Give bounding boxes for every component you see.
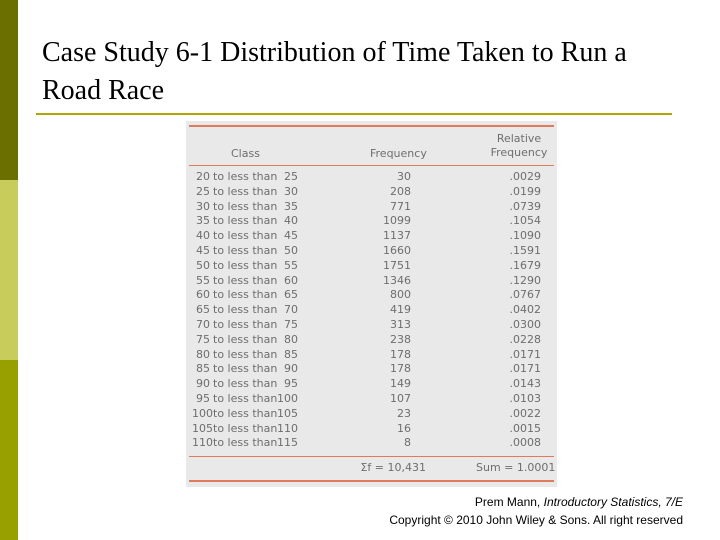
class-connector: to less than [213, 199, 278, 213]
class-connector: to less than [213, 317, 278, 331]
class-upper-bound: 105 [277, 406, 298, 420]
class-upper-bound: 65 [284, 288, 298, 302]
class-lower-bound: 60 [196, 288, 210, 302]
class-upper-bound: 70 [284, 303, 298, 317]
frequency-table [186, 121, 557, 487]
class-connector: to less than [213, 332, 278, 346]
class-upper-bound: 50 [284, 243, 298, 257]
header-class: Class [231, 147, 260, 160]
class-lower-bound: 30 [196, 199, 210, 213]
relative-frequency-cell: .0103 [509, 391, 541, 405]
class-upper-bound: 85 [284, 347, 298, 361]
frequency-cell: 1099 [383, 214, 411, 228]
citation-author: Prem Mann, [474, 495, 544, 509]
frequency-cell: 1751 [383, 258, 411, 272]
class-connector: to less than [213, 391, 278, 405]
class-connector: to less than [213, 288, 278, 302]
class-connector: to less than [213, 258, 278, 272]
table-row [186, 422, 557, 437]
class-lower-bound: 70 [196, 317, 210, 331]
class-upper-bound: 115 [277, 436, 298, 450]
class-connector: to less than [213, 406, 278, 420]
class-lower-bound: 50 [196, 258, 210, 272]
relative-frequency-cell: .0767 [509, 288, 541, 302]
class-lower-bound: 20 [196, 170, 210, 183]
table-bottom-rule [189, 480, 554, 482]
table-row [186, 303, 557, 318]
class-lower-bound: 85 [196, 362, 210, 376]
class-connector: to less than [213, 229, 278, 243]
table-header-rule [189, 165, 554, 166]
class-connector: to less than [213, 347, 278, 361]
relative-frequency-cell: .0171 [509, 362, 541, 376]
title-divider [36, 113, 672, 115]
table-row [186, 362, 557, 377]
relative-frequency-cell: .0022 [509, 406, 541, 420]
relative-frequency-cell: .0143 [509, 377, 541, 391]
table-row [186, 348, 557, 363]
header-relative-line2: Frequency [490, 146, 548, 159]
header-frequency: Frequency [370, 147, 427, 160]
table-row [186, 185, 557, 200]
class-lower-bound: 105 [192, 421, 213, 435]
relative-frequency-cell: .1090 [509, 229, 541, 243]
header-relative-line1: Relative [496, 132, 542, 145]
class-lower-bound: 110 [192, 436, 213, 450]
class-upper-bound: 100 [277, 391, 298, 405]
frequency-cell: 178 [390, 362, 411, 376]
relative-frequency-cell: .0171 [509, 347, 541, 361]
class-connector: to less than [213, 214, 278, 228]
class-lower-bound: 25 [196, 184, 210, 198]
frequency-cell: 1346 [383, 273, 411, 287]
class-lower-bound: 40 [196, 229, 210, 243]
class-connector: to less than [213, 362, 278, 376]
table-row [186, 244, 557, 259]
relative-frequency-cell: .1054 [509, 214, 541, 228]
table-row [186, 333, 557, 348]
relative-frequency-cell: .1290 [509, 273, 541, 287]
class-lower-bound: 45 [196, 243, 210, 257]
frequency-cell: 16 [397, 421, 411, 435]
citation-line1 [300, 493, 683, 511]
class-upper-bound: 75 [284, 317, 298, 331]
class-connector: to less than [213, 377, 278, 391]
class-connector: to less than [213, 243, 278, 257]
class-connector: to less than [213, 421, 278, 435]
class-upper-bound: 90 [284, 362, 298, 376]
frequency-cell: 1137 [383, 229, 411, 243]
table-row [186, 200, 557, 215]
table-row [186, 170, 557, 185]
side-bar-segment-bottom [0, 360, 18, 540]
relative-frequency-cell: .0199 [509, 184, 541, 198]
frequency-cell: 419 [390, 303, 411, 317]
sum-frequency: Σf = 10,431 [360, 461, 426, 474]
frequency-cell: 1660 [383, 243, 411, 257]
citation-book: Introductory Statistics, 7/E [543, 495, 683, 509]
relative-frequency-cell: .0015 [509, 421, 541, 435]
frequency-cell: 313 [390, 317, 411, 331]
frequency-cell: 800 [390, 288, 411, 302]
class-lower-bound: 65 [196, 303, 210, 317]
frequency-cell: 107 [390, 391, 411, 405]
frequency-cell: 23 [397, 406, 411, 420]
class-lower-bound: 90 [196, 377, 210, 391]
table-row [186, 318, 557, 333]
relative-frequency-cell: .0228 [509, 332, 541, 346]
class-connector: to less than [213, 170, 278, 183]
table-body [186, 170, 557, 451]
class-connector: to less than [213, 184, 278, 198]
citation-copyright: Copyright © 2010 John Wiley & Sons. All right reserved [389, 513, 683, 527]
table-row [186, 288, 557, 303]
side-accent-bar [0, 0, 18, 540]
class-upper-bound: 25 [284, 170, 298, 183]
class-upper-bound: 95 [284, 377, 298, 391]
table-row [186, 259, 557, 274]
relative-frequency-cell: .0300 [509, 317, 541, 331]
class-lower-bound: 100 [192, 406, 213, 420]
class-upper-bound: 45 [284, 229, 298, 243]
frequency-cell: 30 [397, 170, 411, 183]
frequency-cell: 208 [390, 184, 411, 198]
table-row [186, 436, 557, 451]
slide-title: Case Study 6-1 Distribution of Time Taken to Run a Road Race [42, 37, 627, 106]
table-sum-rule [189, 456, 554, 457]
relative-frequency-cell: .0402 [509, 303, 541, 317]
frequency-cell: 149 [390, 377, 411, 391]
frequency-cell: 238 [390, 332, 411, 346]
side-bar-segment-middle [0, 180, 18, 360]
table-row [186, 407, 557, 422]
class-lower-bound: 75 [196, 332, 210, 346]
class-lower-bound: 35 [196, 214, 210, 228]
class-connector: to less than [213, 436, 278, 450]
citation [300, 493, 683, 529]
class-upper-bound: 60 [284, 273, 298, 287]
header-relative-frequency [484, 132, 554, 160]
relative-frequency-cell: .0008 [509, 436, 541, 450]
table-top-rule [189, 125, 554, 127]
class-connector: to less than [213, 303, 278, 317]
table-row [186, 392, 557, 407]
sum-relative-frequency: Sum = 1.0001 [476, 461, 556, 474]
class-connector: to less than [213, 273, 278, 287]
relative-frequency-cell: .1679 [509, 258, 541, 272]
relative-frequency-cell: .0029 [509, 170, 541, 183]
class-upper-bound: 30 [284, 184, 298, 198]
side-bar-segment-top [0, 0, 18, 180]
relative-frequency-cell: .1591 [509, 243, 541, 257]
frequency-cell: 8 [404, 436, 411, 450]
table-row [186, 214, 557, 229]
class-upper-bound: 40 [284, 214, 298, 228]
class-upper-bound: 55 [284, 258, 298, 272]
frequency-cell: 771 [390, 199, 411, 213]
class-lower-bound: 95 [196, 391, 210, 405]
class-lower-bound: 80 [196, 347, 210, 361]
class-upper-bound: 110 [277, 421, 298, 435]
table-row [186, 274, 557, 289]
class-upper-bound: 80 [284, 332, 298, 346]
class-upper-bound: 35 [284, 199, 298, 213]
table-row [186, 377, 557, 392]
table-row [186, 229, 557, 244]
class-lower-bound: 55 [196, 273, 210, 287]
relative-frequency-cell: .0739 [509, 199, 541, 213]
frequency-cell: 178 [390, 347, 411, 361]
